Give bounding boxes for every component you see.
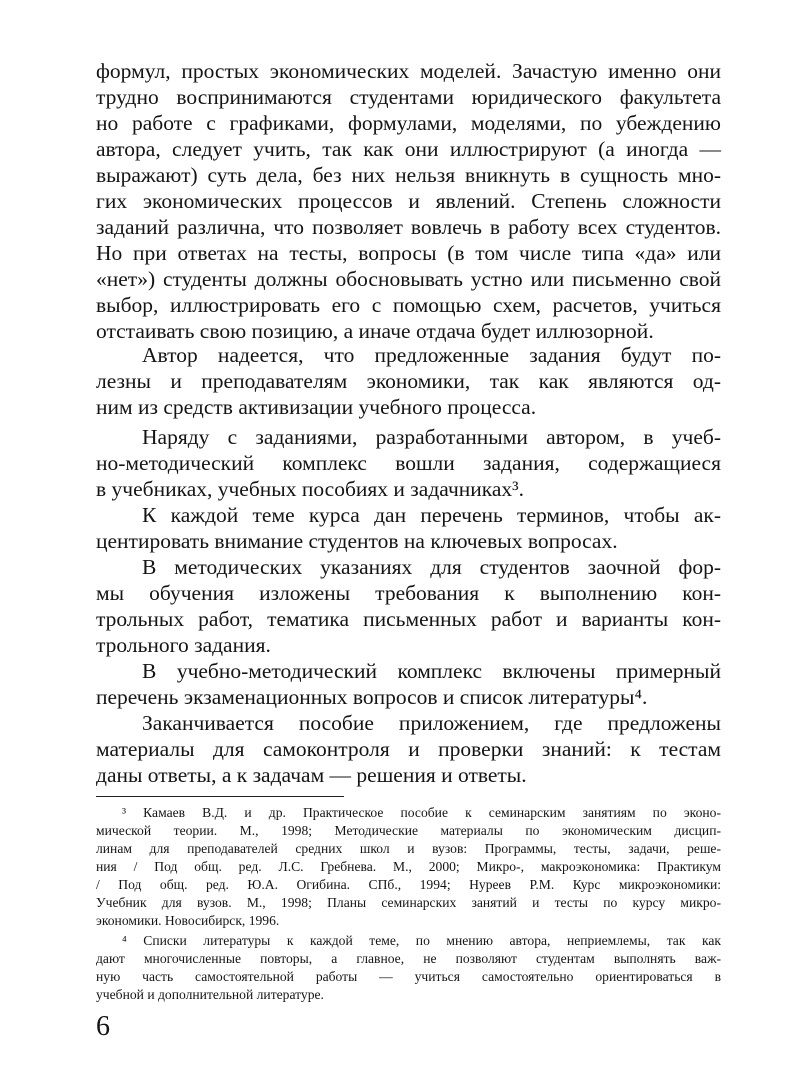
body-line: лезны и преподавателям экономики, так как являются од- xyxy=(96,369,721,393)
body-line: трольного задания. xyxy=(96,633,271,657)
body-line: в учебниках, учебных пособиях и задачниках³. xyxy=(96,477,525,501)
body-line: Заканчивается пособие приложением, где предложены xyxy=(142,711,721,735)
page-number: 6 xyxy=(96,1011,110,1042)
footnote-line: линам для преподавателей средних школ и вузов: Программы, тесты, задачи, реше- xyxy=(96,841,721,856)
body-line: ним из средств активизации учебного процесса. xyxy=(96,395,537,419)
body-line: трольных работ, тематика письменных работ и варианты кон- xyxy=(96,607,721,631)
body-line: но-методический комплекс вошли задания, содержащиеся xyxy=(96,451,721,475)
body-line: перечень экзаменационных вопросов и список литературы⁴. xyxy=(96,685,648,709)
body-line: но работе с графиками, формулами, моделями, по убеждению xyxy=(96,111,721,135)
body-line: заданий различна, что позволяет вовлечь в работу всех студентов. xyxy=(96,215,721,239)
body-line: Но при ответах на тесты, вопросы (в том числе типа «да» или xyxy=(96,241,721,265)
body-line: мы обучения изложены требования к выполнению кон- xyxy=(96,581,721,605)
footnote-line: учебной и дополнительной литературе. xyxy=(96,987,324,1002)
footnote-line: / Под общ. ред. Ю.А. Огибина. СПб., 1994; Нуреев Р.М. Курс микроэкономики: xyxy=(96,877,721,892)
footnote-line: ³ Камаев В.Д. и др. Практическое пособие к семинарским занятиям по эконо- xyxy=(122,805,721,820)
footnote-line: мической теории. М., 1998; Методические материалы по экономическим дисцип- xyxy=(96,823,721,838)
footnote-line: ния / Под общ. ред. Л.С. Гребнева. М., 2000; Микро-, макроэкономика: Практикум xyxy=(96,859,721,874)
footnote-line: экономики. Новосибирск, 1996. xyxy=(96,913,280,928)
body-line: Автор надеется, что предложенные задания будут по- xyxy=(142,343,721,367)
footnote-rule xyxy=(96,796,344,797)
footnote-line: ную часть самостоятельной работы — учиться самостоятельно ориентироваться в xyxy=(96,969,721,984)
body-line: В учебно-методический комплекс включены примерный xyxy=(142,659,721,683)
body-line: гих экономических процессов и явлений. Степень сложности xyxy=(96,189,721,213)
body-line: центировать внимание студентов на ключевых вопросах. xyxy=(96,529,618,553)
body-line: автора, следует учить, так как они иллюстрируют (а иногда — xyxy=(96,137,721,161)
body-line: выбор, иллюстрировать его с помощью схем, расчетов, учиться xyxy=(96,293,721,317)
body-line: материалы для самоконтроля и проверки знаний: к тестам xyxy=(96,737,721,761)
body-line: Наряду с заданиями, разработанными автором, в учеб- xyxy=(142,425,721,449)
footnote-line: ⁴ Списки литературы к каждой теме, по мнению автора, неприемлемы, так как xyxy=(122,933,721,948)
body-line: выражают) суть дела, без них нельзя вникнуть в сущность мно- xyxy=(96,163,721,187)
body-line: В методических указаниях для студентов заочной фор- xyxy=(142,555,721,579)
body-line: формул, простых экономических моделей. Зачастую именно они xyxy=(96,59,721,83)
body-line: К каждой теме курса дан перечень терминов, чтобы ак- xyxy=(142,503,721,527)
body-line: «нет») студенты должны обосновывать устно или письменно свой xyxy=(96,267,721,291)
footnote-line: дают многочисленные повторы, а главное, не позволяют студентам выполнять важ- xyxy=(96,951,721,966)
body-line: даны ответы, а к задачам — решения и ответы. xyxy=(96,763,527,787)
body-line: отстаивать свою позицию, а иначе отдача будет иллюзорной. xyxy=(96,319,654,343)
body-line: трудно воспринимаются студентами юридического факультета xyxy=(96,85,721,109)
footnote-line: Учебник для вузов. М., 1998; Планы семинарских занятий и тесты по курсу микро- xyxy=(96,895,721,910)
